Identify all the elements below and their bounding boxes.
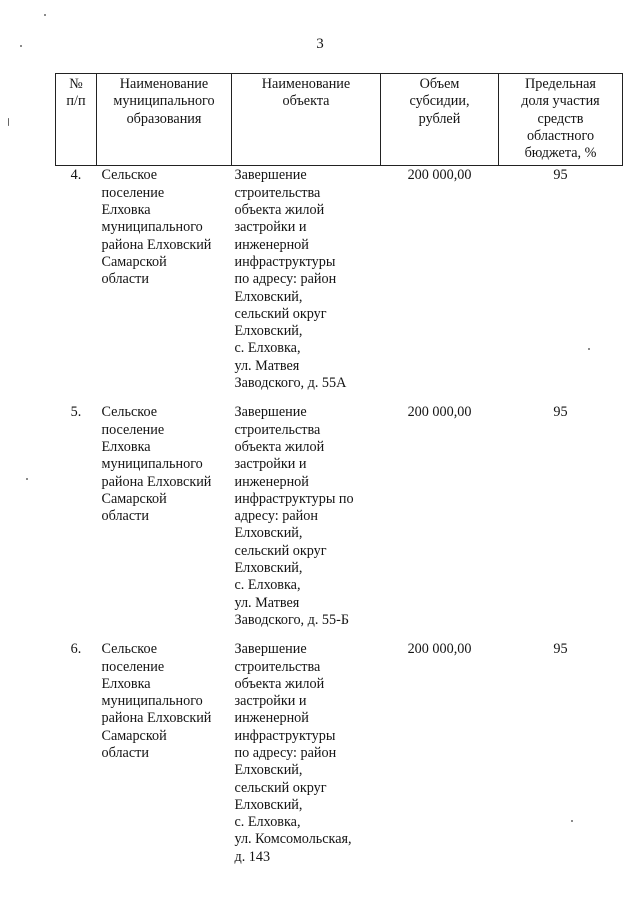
scan-speck [44,14,46,16]
row-amount: 200 000,00 [407,167,472,184]
row-share: 95 [553,404,568,421]
header-share: Предельная доля участия средств областного бюджета, % [499,74,623,166]
row-amount: 200 000,00 [407,641,472,658]
table-row [56,166,623,404]
row-number: 5. [70,404,82,421]
row-object: Завершение строительства объекта жилой застройки и инженерной инфраструктуры по адресу: район Елховский, сельский округ Елховский, с. Елховка, ул. Матвея Заводского, д. 55А [234,167,347,392]
header-municipality: Наименование муниципального образования [97,74,232,166]
header-row [56,74,623,166]
row-number: 4. [70,167,82,184]
page-number: 3 [316,36,324,52]
scan-speck [8,118,9,126]
header-number: № п/п [56,74,97,166]
header-object: Наименование объекта [232,74,381,166]
row-object: Завершение строительства объекта жилой застройки и инженерной инфраструктуры по адресу: район Елховский, сельский округ Елховский, с. Елховка, ул. Комсомольская, д. 143 [234,641,352,865]
row-municipality: Сельское поселение Елховка муниципального района Елховский Самарской области [101,641,212,761]
table-body [56,166,623,878]
scan-speck [20,45,22,47]
row-share: 95 [553,167,568,184]
scan-speck [26,478,28,480]
table-row [56,404,623,641]
scan-speck [571,820,573,822]
row-share: 95 [553,641,568,658]
row-municipality: Сельское поселение Елховка муниципального района Елховский Самарской области [101,167,212,288]
row-number: 6. [70,641,82,658]
header-amount: Объем субсидии, рублей [381,74,499,166]
scan-speck [588,348,590,350]
row-object: Завершение строительства объекта жилой застройки и инженерной инфраструктуры по адресу: район Елховский, сельский округ Елховский, с. Елховка, ул. Матвея Заводского, д. 55-Б [234,404,354,628]
row-amount: 200 000,00 [407,404,472,421]
row-municipality: Сельское поселение Елховка муниципального района Елховский Самарской области [101,404,212,525]
table-header [56,74,623,166]
table-row [56,641,623,878]
subsidy-table [55,73,623,878]
